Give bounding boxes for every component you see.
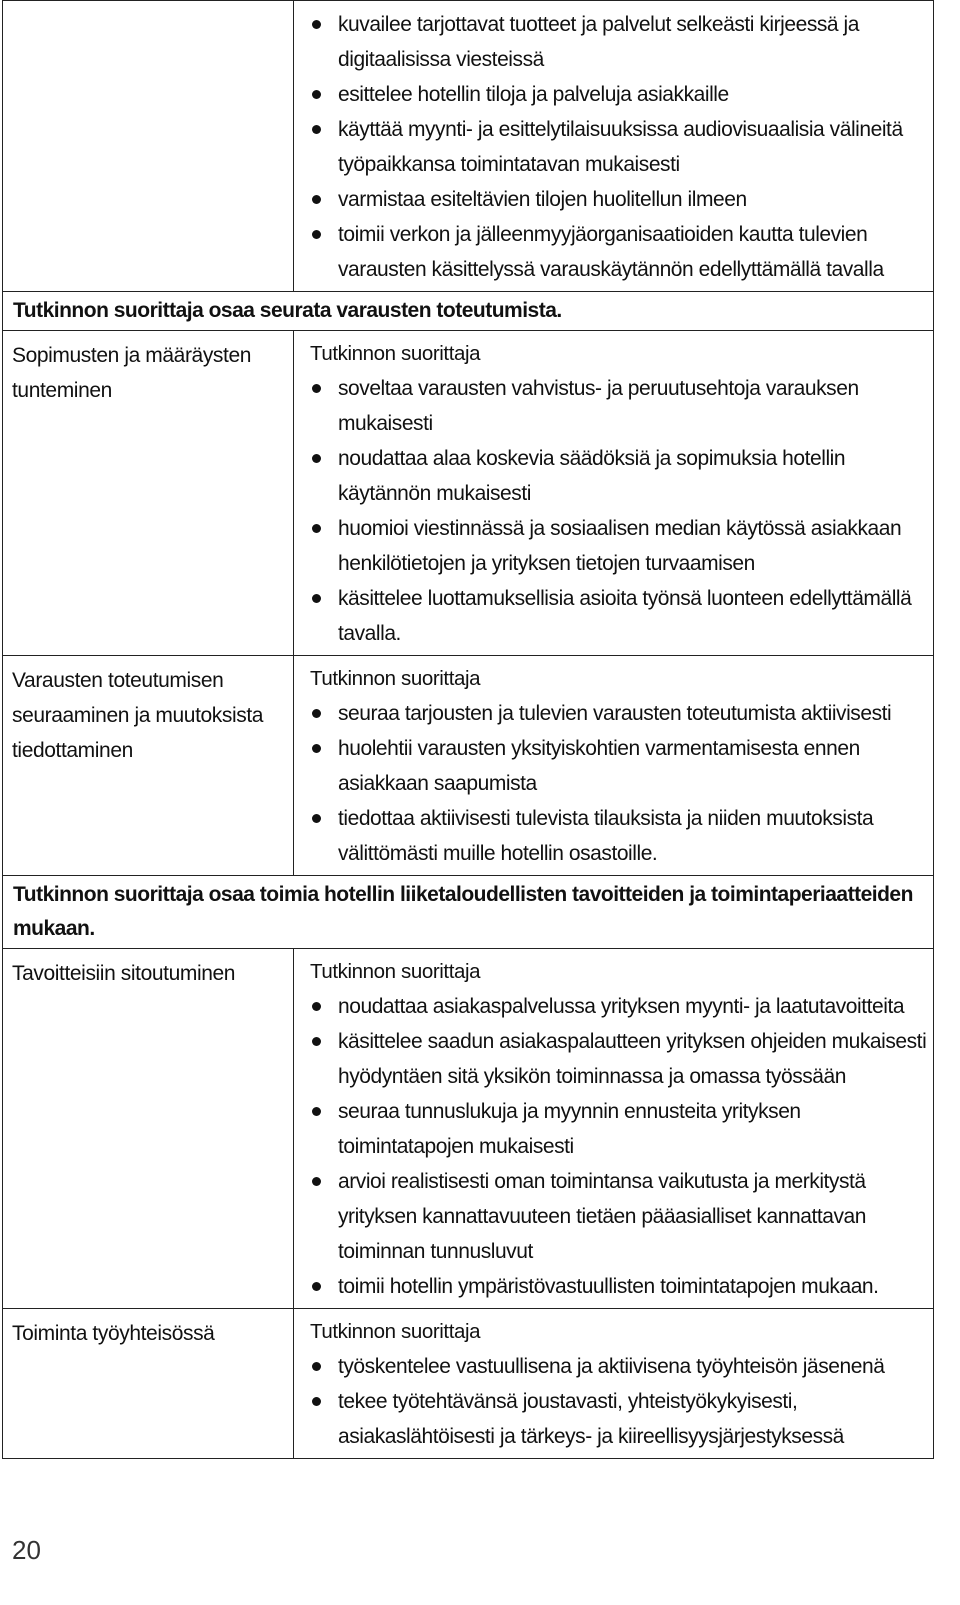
list-item: soveltaa varausten vahvistus- ja peruutusehtoja varauksen mukaisesti xyxy=(310,371,927,441)
list-item: käsittelee saadun asiakaspalautteen yrityksen ohjeiden mukaisesti hyödyntäen sitä yksikön toiminnassa ja omassa työssään xyxy=(310,1024,927,1094)
criteria-row xyxy=(3,1309,934,1459)
criterion-list xyxy=(310,989,927,1304)
list-item: huomioi viestinnässä ja sosiaalisen median käytössä asiakkaan henkilötietojen ja yrityksen tietojen turvaamisen xyxy=(310,511,927,581)
list-item: seuraa tunnuslukuja ja myynnin ennusteita yrityksen toimintatapojen mukaisesti xyxy=(310,1094,927,1164)
list-item: noudattaa alaa koskevia säädöksiä ja sopimuksia hotellin käytännön mukaisesti xyxy=(310,441,927,511)
section-heading-row xyxy=(3,292,934,331)
criterion-list xyxy=(310,696,927,871)
list-item: toimii verkon ja jälleenmyyjäorganisaatioiden kautta tulevien varausten käsittelyssä varauskäytännön edellyttämällä tavalla xyxy=(310,217,927,287)
criterion-cell xyxy=(294,331,934,656)
list-item: käyttää myynti- ja esittelytilaisuuksissa audiovisuaalisia välineitä työpaikkansa toimintatavan mukaisesti xyxy=(310,112,927,182)
criterion-label: Toiminta työyhteisössä xyxy=(3,1309,294,1459)
criteria-row xyxy=(3,949,934,1309)
criterion-heading: Tutkinnon suorittaja xyxy=(310,342,481,365)
list-item: tekee työtehtävänsä joustavasti, yhteistyökykyisesti, asiakaslähtöisesti ja tärkeys- ja kiireellisyysjärjestyksessä xyxy=(310,1384,927,1454)
list-item: kuvailee tarjottavat tuotteet ja palvelut selkeästi kirjeessä ja digitaalisissa viesteissä xyxy=(310,7,927,77)
criterion-label: Varausten toteutumisen seuraaminen ja muutoksista tiedottaminen xyxy=(3,656,294,876)
list-item: varmistaa esiteltävien tilojen huolitellun ilmeen xyxy=(310,182,927,217)
page-number: 20 xyxy=(12,1535,41,1565)
criterion-list xyxy=(310,1349,927,1454)
criterion-heading: Tutkinnon suorittaja xyxy=(310,1320,481,1343)
criteria-table xyxy=(2,0,934,1459)
list-item: arvioi realistisesti oman toimintansa vaikutusta ja merkitystä yrityksen kannattavuuteen tietäen pääasialliset kannattavan toiminnan tunnusluvut xyxy=(310,1164,927,1269)
criterion-label: Tavoitteisiin sitoutuminen xyxy=(3,949,294,1309)
criterion-label: Sopimusten ja määräysten tunteminen xyxy=(3,331,294,656)
list-item: tiedottaa aktiivisesti tulevista tilauksista ja niiden muutoksista välittömästi muille hotellin osastoille. xyxy=(310,801,927,871)
criterion-heading: Tutkinnon suorittaja xyxy=(310,667,481,690)
criterion-heading: Tutkinnon suorittaja xyxy=(310,960,481,983)
criterion-cell xyxy=(294,949,934,1309)
list-item: esittelee hotellin tiloja ja palveluja asiakkaille xyxy=(310,77,927,112)
list-item: käsittelee luottamuksellisia asioita työnsä luonteen edellyttämällä tavalla. xyxy=(310,581,927,651)
criterion-list xyxy=(310,371,927,651)
list-item: työskentelee vastuullisena ja aktiivisena työyhteisön jäsenenä xyxy=(310,1349,927,1384)
criterion-cell xyxy=(294,1309,934,1459)
list-item: seuraa tarjousten ja tulevien varausten toteutumista aktiivisesti xyxy=(310,696,927,731)
criteria-row xyxy=(3,656,934,876)
list-item: noudattaa asiakaspalvelussa yrityksen myynti- ja laatutavoitteita xyxy=(310,989,927,1024)
empty-label-cell xyxy=(3,1,294,292)
list-item: huolehtii varausten yksityiskohtien varmentamisesta ennen asiakkaan saapumista xyxy=(310,731,927,801)
section-title: Tutkinnon suorittaja osaa toimia hotellin liiketaloudellisten tavoitteiden ja toimintaperiaatteiden mukaan. xyxy=(3,876,934,949)
continuation-cell xyxy=(294,1,934,292)
section-title: Tutkinnon suorittaja osaa seurata varausten toteutumista. xyxy=(3,292,934,331)
continuation-list xyxy=(310,7,927,287)
section-heading-row xyxy=(3,876,934,949)
criterion-cell xyxy=(294,656,934,876)
list-item: toimii hotellin ympäristövastuullisten toimintatapojen mukaan. xyxy=(310,1269,927,1304)
criteria-row xyxy=(3,331,934,656)
continuation-row xyxy=(3,1,934,292)
